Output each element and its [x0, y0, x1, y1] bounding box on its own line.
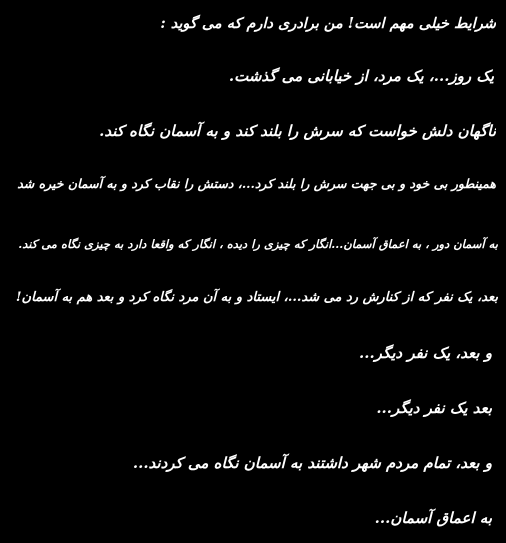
poem-line-5: به آسمان دور ، به اعماق آسمان...انگار که چیزی را دیده ، انگار که واقعا دارد به چیزی نگاه می کند.: [18, 237, 498, 251]
poem-line-7: و بعد، یک نفر دیگر...: [359, 344, 492, 362]
poem-line-2: یک روز...، یک مرد، از خیابانی می گذشت.: [228, 67, 494, 85]
poem-line-3: ناگهان دلش خواست که سرش را بلند کند و به آسمان نگاه کند.: [99, 122, 496, 140]
poem-line-1: شرایط خیلی مهم است! من برادری دارم که می گوید :: [160, 15, 496, 32]
poem-line-4: همینطور بی خود و بی جهت سرش را بلند کرد...، دستش را نقاب کرد و به آسمان خیره شد: [17, 176, 496, 191]
poem-line-6: بعد، یک نفر که از کنارش رد می شد...، ایستاد و به آن مرد نگاه کرد و بعد هم به آسمان!: [15, 290, 498, 305]
poem-line-9: و بعد، تمام مردم شهر داشتند به آسمان نگاه می کردند...: [132, 454, 492, 472]
poem-line-8: بعد یک نفر دیگر...: [376, 399, 492, 417]
poem-line-10: به اعماق آسمان...: [374, 509, 492, 527]
